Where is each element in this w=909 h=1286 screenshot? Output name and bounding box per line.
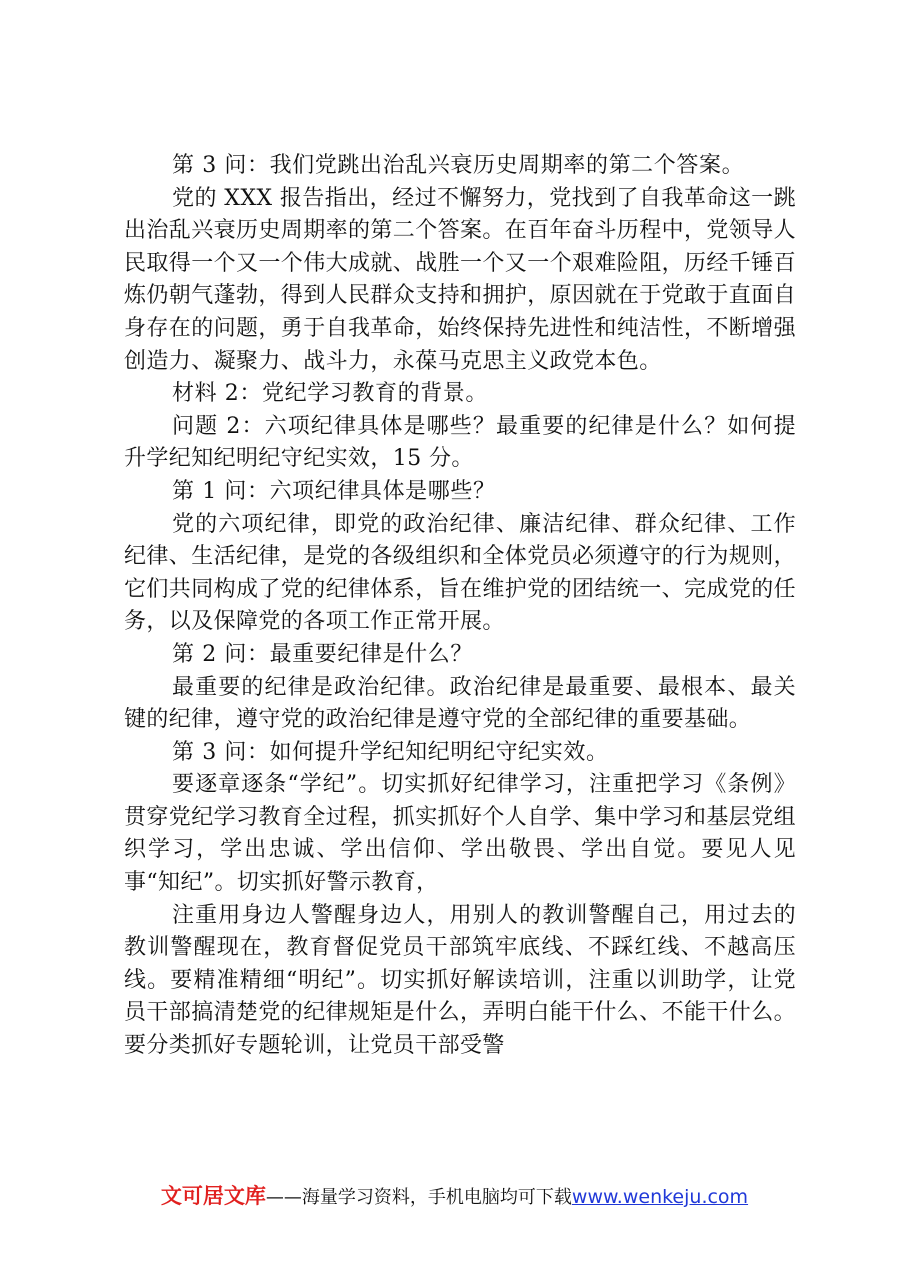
footer-site-link[interactable]: www.wenkeju.com: [571, 1186, 749, 1208]
question-2-heading: 第 2 问：最重要纪律是什么？: [172, 641, 473, 667]
question-3-heading: 第 3 问：我们党跳出治乱兴衰历史周期率的第二个答案。: [172, 153, 745, 178]
page-footer: [0, 1184, 909, 1210]
question-2-paragraph: 问题 2：六项纪律具体是哪些？最重要的纪律是什么？如何提升学纪知纪明纪守纪实效，15 分。: [124, 413, 796, 472]
question-3b-heading: 第 3 问：如何提升学纪知纪明纪守纪实效。: [172, 739, 609, 765]
answer-paragraph: 党的 XXX 报告指出，经过不懈努力，党找到了自我革命这一跳出治乱兴衰历史周期率的第二个答案。在百年奋斗历程中，党领导人民取得一个又一个伟大成就、战胜一个又一个艰难险阻，历经千锤百炼仍朝气蓬勃，得到人民群众支持和拥护，原因就在于党敢于直面自身存在的问题，勇于自我革命，始终保持先进性和纯洁性，不断增强创造力、凝聚力、战斗力，永葆马克思主义政党本色。: [124, 185, 797, 374]
political-discipline-paragraph: 最重要的纪律是政治纪律。政治纪律是最重要、最根本、最关键的纪律，遵守党的政治纪律是遵守党的全部纪律的重要基础。: [124, 674, 796, 733]
footer-tagline: ——海量学习资料，手机电脑均可下载: [265, 1187, 572, 1208]
footer-brand: 文可居文库: [160, 1184, 266, 1208]
document-body: [124, 150, 796, 1063]
warning-education-paragraph: 注重用身边人警醒身边人，用别人的教训警醒自己，用过去的教训警醒现在，教育督促党员干部筑牢底线、不踩红线、不越高压线。要精准精细“明纪”。切实抓好解读培训，注重以训助学，让党员干部搞清楚党的纪律规矩是什么，弄明白能干什么、不能干什么。要分类抓好专题轮训，让党员干部受警: [124, 902, 797, 1059]
question-1-heading: 第 1 问：六项纪律具体是哪些？: [172, 478, 496, 504]
six-disciplines-paragraph: 党的六项纪律，即党的政治纪律、廉洁纪律、群众纪律、工作纪律、生活纪律，是党的各级组织和全体党员必须遵守的行为规则，它们共同构成了党的纪律体系，旨在维护党的团结统一、完成党的任务，以及保障党的各项工作正常开展。: [124, 511, 797, 635]
material-2-heading: 材料 2：党纪学习教育的背景。: [172, 381, 488, 407]
study-discipline-paragraph: 要逐章逐条“学纪”。切实抓好纪律学习，注重把学习《条例》贯穿党纪学习教育全过程，抓实抓好个人自学、集中学习和基层党组织学习，学出忠诚、学出信仰、学出敬畏、学出自觉。要见人见事“知纪”。切实抓好警示教育，: [124, 772, 797, 896]
